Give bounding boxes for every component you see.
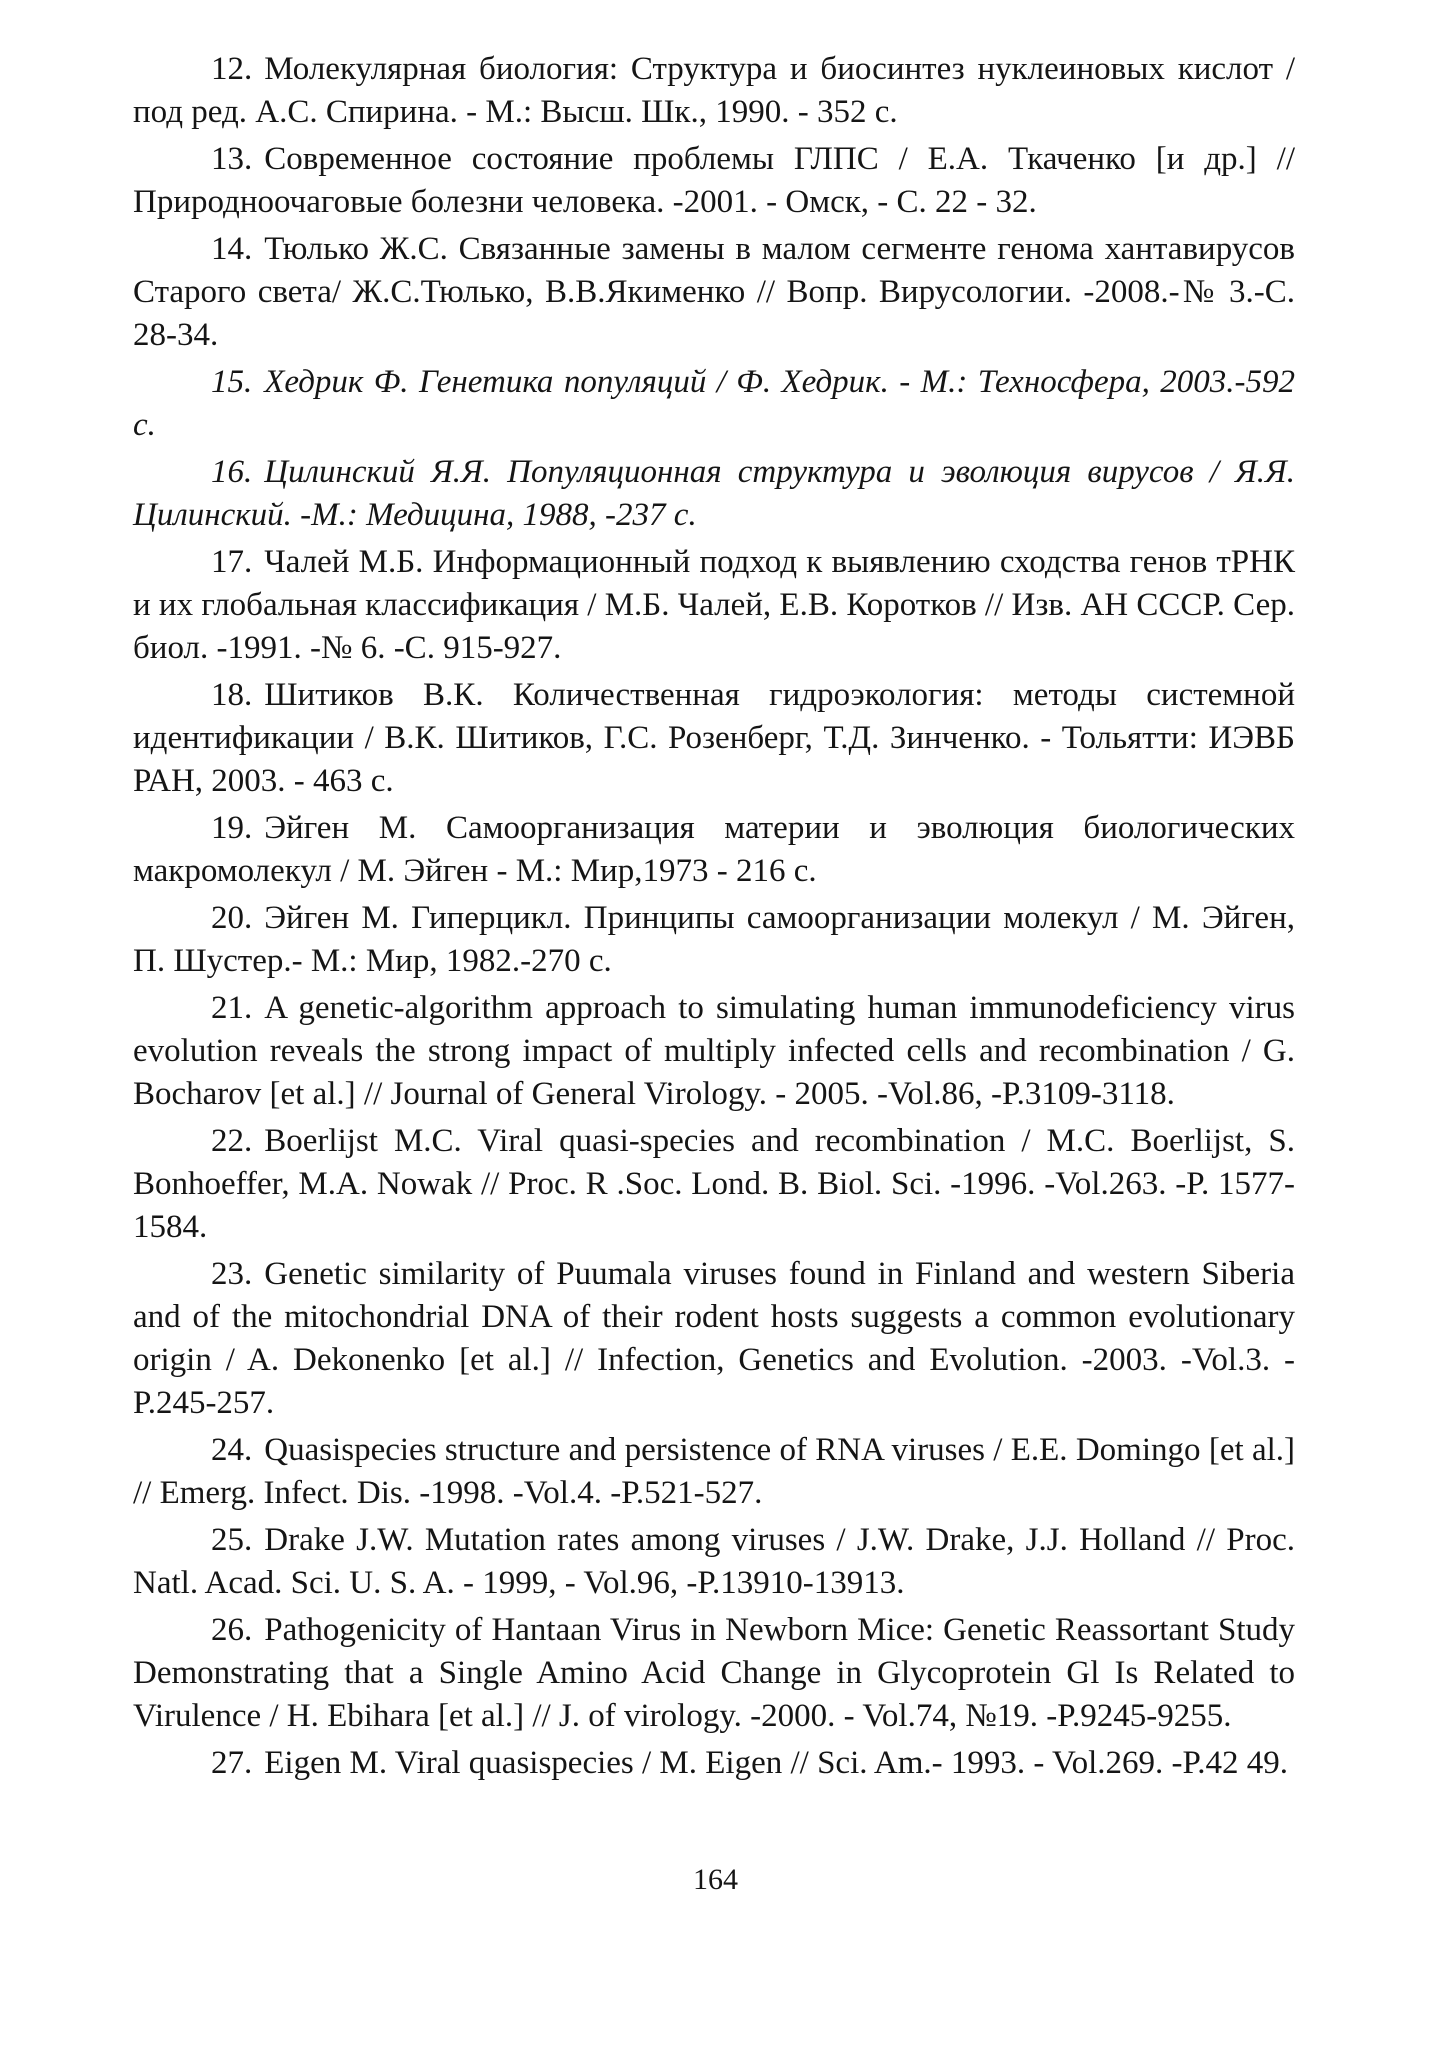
reference-item [133,48,1295,134]
reference-number: 15. [211,364,253,400]
reference-item [133,987,1295,1116]
reference-text: Современное состояние проблемы ГЛПС / Е.А. Ткаченко [и др.] // Природноочаговые болезни человека. -2001. - Омск, - С. 22 - 32. [133,141,1295,220]
page-number: 164 [693,1863,738,1896]
reference-item [133,1429,1295,1515]
reference-number: 23. [211,1256,253,1292]
reference-number: 18. [211,677,253,713]
reference-item [133,1253,1295,1425]
reference-text: Шитиков В.К. Количественная гидроэкология: методы системной идентификации / В.К. Шитиков, Г.С. Розенберг, Т.Д. Зинченко. - Тольятти: ИЭВБ РАН, 2003. - 463 с. [133,677,1295,799]
reference-text: Эйген М. Самоорганизация материи и эволюция биологических макромолекул / М. Эйген - М.: Мир,1973 - 216 с. [133,810,1295,889]
reference-item [133,541,1295,670]
reference-number: 22. [211,1123,253,1159]
reference-number: 21. [211,990,253,1026]
reference-item [133,361,1295,447]
reference-list [133,48,1295,1789]
reference-text: Quasispecies structure and persistence of RNA viruses / E.E. Domingo [et al.] // Emerg. Infect. Dis. -1998. -Vol.4. -P.521-527. [133,1432,1295,1511]
reference-text: Цилинский Я.Я. Популяционная структура и эволюция вирусов / Я.Я. Цилинский. -М.: Медицина, 1988, -237 с. [133,454,1295,533]
reference-text: Genetic similarity of Puumala viruses found in Finland and western Siberia and of the mitochondrial DNA of their rodent hosts suggests a common evolutionary origin / A. Dekonenko [et al.] // Infection, Genetics and Evolution. -2003. -Vol.3. -P.245-257. [133,1256,1295,1421]
reference-number: 13. [211,141,253,177]
reference-text: Хедрик Ф. Генетика популяций / Ф. Хедрик. - М.: Техносфера, 2003.-592 с. [133,364,1295,443]
reference-number: 12. [211,51,253,87]
reference-item [133,1609,1295,1738]
reference-item [133,1519,1295,1605]
reference-text: Эйген М. Гиперцикл. Принципы самоорганизации молекул / М. Эйген, П. Шустер.- М.: Мир, 1982.-270 с. [133,900,1295,979]
reference-number: 27. [211,1745,253,1781]
reference-number: 14. [211,231,253,267]
reference-item [133,1120,1295,1249]
reference-number: 17. [211,544,253,580]
reference-item [133,807,1295,893]
reference-number: 19. [211,810,253,846]
reference-item [133,674,1295,803]
reference-number: 16. [211,454,253,490]
reference-item [133,228,1295,357]
reference-number: 26. [211,1612,253,1648]
reference-text: Молекулярная биология: Структура и биосинтез нуклеиновых кислот / под ред. А.С. Спирина. - М.: Высш. Шк., 1990. - 352 с. [133,51,1295,130]
reference-text: Boerlijst M.C. Viral quasi-species and recombination / M.C. Boerlijst, S. Bonhoeffer, M.A. Nowak // Proc. R .Soc. Lond. B. Biol. Sci. -1996. -Vol.263. -P. 1577-1584. [133,1123,1295,1245]
reference-text: Тюлько Ж.С. Связанные замены в малом сегменте генома хантавирусов Старого света/ Ж.С.Тюлько, В.В.Якименко // Вопр. Вирусологии. -2008.-№ 3.-С. 28-34. [133,231,1295,353]
reference-number: 25. [211,1522,253,1558]
reference-number: 24. [211,1432,253,1468]
reference-item [133,138,1295,224]
reference-text: A genetic-algorithm approach to simulating human immunodeficiency virus evolution reveals the strong impact of multiply infected cells and recombination / G. Bocharov [et al.] // Journal of General Virology. - 2005. -Vol.86, -P.3109-3118. [133,990,1295,1112]
reference-number: 20. [211,900,253,936]
reference-item [133,897,1295,983]
reference-item [133,1742,1295,1785]
reference-text: Drake J.W. Mutation rates among viruses / J.W. Drake, J.J. Holland // Proc. Natl. Acad. Sci. U. S. A. - 1999, - Vol.96, -P.13910-13913. [133,1522,1295,1601]
reference-text: Чалей М.Б. Информационный подход к выявлению сходства генов тРНК и их глобальная классификация / М.Б. Чалей, Е.В. Коротков // Изв. АН СССР. Сер. биол. -1991. -№ 6. -С. 915-927. [133,544,1295,666]
reference-item [133,451,1295,537]
reference-text: Pathogenicity of Hantaan Virus in Newborn Mice: Genetic Reassortant Study Demonstrating that a Single Amino Acid Change in Glycoprotein Gl Is Related to Virulence / H. Ebihara [et al.] // J. of virology. -2000. - Vol.74, №19. -P.9245-9255. [133,1612,1295,1734]
reference-text: Eigen M. Viral quasispecies / M. Eigen // Sci. Am.- 1993. - Vol.269. -P.42 49. [264,1745,1288,1781]
